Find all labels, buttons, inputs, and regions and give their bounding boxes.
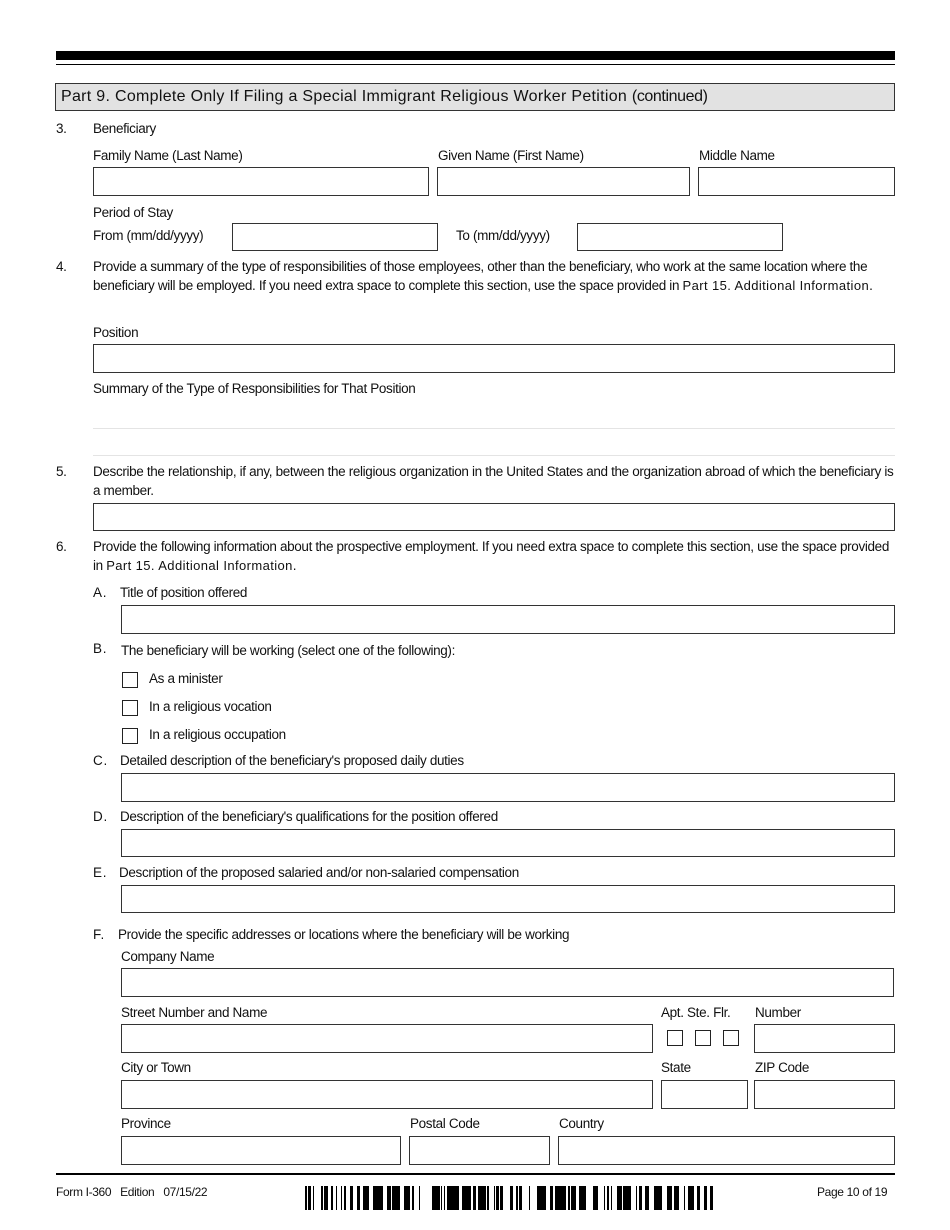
state-select[interactable] <box>661 1080 748 1109</box>
footer-rule <box>56 1173 895 1175</box>
unit-number-input[interactable] <box>754 1024 895 1053</box>
street-label: Street Number and Name <box>121 1005 268 1020</box>
q4-part-reference: Part 15. Additional Information <box>682 278 870 293</box>
apt-label: Apt. <box>661 1005 684 1020</box>
ste-label: Ste. <box>687 1005 710 1020</box>
state-label: State <box>661 1060 691 1075</box>
zip-input[interactable] <box>754 1080 895 1109</box>
given-name-label: Given Name (First Name) <box>438 148 584 163</box>
q3-heading: Beneficiary <box>93 121 156 136</box>
compensation-input[interactable] <box>121 885 895 913</box>
q6f-label: Provide the specific addresses or locations where the beneficiary will be working <box>118 927 570 942</box>
unit-number-label: Number <box>755 1005 801 1020</box>
religious-occupation-checkbox[interactable] <box>122 728 138 744</box>
footer-form-edition: Form I-360 Edition 07/15/22 <box>56 1185 208 1199</box>
summary-label: Summary of the Type of Responsibilities for That Position <box>93 381 416 396</box>
middle-name-label: Middle Name <box>699 148 775 163</box>
part-continued: (continued) <box>631 88 708 105</box>
position-input[interactable] <box>93 344 895 373</box>
zip-label: ZIP Code <box>755 1060 809 1075</box>
relationship-input[interactable] <box>93 503 895 531</box>
middle-name-input[interactable] <box>698 167 895 196</box>
q6f-letter: F. <box>93 927 106 942</box>
from-date-label: From (mm/dd/yyyy) <box>93 228 204 243</box>
country-input[interactable] <box>558 1136 895 1165</box>
family-name-input[interactable] <box>93 167 429 196</box>
q4-number: 4. <box>56 259 67 274</box>
q6c-label: Detailed description of the beneficiary's proposed daily duties <box>120 753 464 768</box>
q6c-letter: C. <box>93 753 109 768</box>
family-name-label: Family Name (Last Name) <box>93 148 243 163</box>
position-title-input[interactable] <box>121 605 895 634</box>
top-thick-rule <box>56 51 895 60</box>
summary-input[interactable] <box>93 428 895 456</box>
flr-label: Flr. <box>713 1005 731 1020</box>
footer-page-number: Page 10 of 19 <box>817 1185 888 1199</box>
from-date-input[interactable] <box>232 223 438 251</box>
religious-vocation-checkbox[interactable] <box>122 700 138 716</box>
q4-text: Provide a summary of the type of responsibilities of those employees, other than the beneficiary, who work at the same location where the beneficiary will be employed. If you need extra space to complete this section, use the space provided in Part 15. Additional Information. <box>93 259 873 293</box>
to-date-label: To (mm/dd/yyyy) <box>456 228 550 243</box>
q6a-letter: A. <box>93 585 108 600</box>
apt-checkbox[interactable] <box>667 1030 683 1046</box>
q6d-letter: D. <box>93 809 109 824</box>
country-label: Country <box>559 1116 604 1131</box>
q6-number: 6. <box>56 539 67 554</box>
city-label: City or Town <box>121 1060 191 1075</box>
daily-duties-input[interactable] <box>121 773 895 802</box>
street-input[interactable] <box>121 1024 653 1053</box>
postal-code-input[interactable] <box>409 1136 550 1165</box>
barcode <box>305 1186 713 1210</box>
province-label: Province <box>121 1116 171 1131</box>
given-name-input[interactable] <box>437 167 690 196</box>
period-of-stay-label: Period of Stay <box>93 205 173 220</box>
position-label: Position <box>93 325 139 340</box>
ste-checkbox[interactable] <box>695 1030 711 1046</box>
flr-checkbox[interactable] <box>723 1030 739 1046</box>
postal-code-label: Postal Code <box>410 1116 480 1131</box>
part-header <box>55 83 895 111</box>
q6e-letter: E. <box>93 865 108 880</box>
q6-text: Provide the following information about the prospective employment. If you need extra space to complete this section, use the space provided in Part 15. Additional Information. <box>93 539 889 573</box>
top-thin-rule <box>56 64 895 65</box>
q6-part-reference: Part 15. Additional Information <box>106 558 293 573</box>
q6d-label: Description of the beneficiary's qualifications for the position offered <box>120 809 498 824</box>
q6b-label: The beneficiary will be working (select one of the following): <box>121 643 455 658</box>
q6a-label: Title of position offered <box>120 585 248 600</box>
religious-vocation-option-label: In a religious vocation <box>149 699 272 714</box>
qualifications-input[interactable] <box>121 829 895 857</box>
city-input[interactable] <box>121 1080 653 1109</box>
to-date-input[interactable] <box>577 223 783 251</box>
q6e-label: Description of the proposed salaried and/or non-salaried compensation <box>119 865 519 880</box>
q3-number: 3. <box>56 121 67 136</box>
company-name-input[interactable] <box>121 968 894 997</box>
q5-text: Describe the relationship, if any, between the religious organization in the United States and the organization abroad of which the beneficiary is a member. <box>93 464 894 498</box>
religious-occupation-option-label: In a religious occupation <box>149 727 286 742</box>
minister-checkbox[interactable] <box>122 672 138 688</box>
apt-ste-flr-label <box>661 1005 730 1021</box>
minister-option-label: As a minister <box>149 671 223 686</box>
q6b-letter: B. <box>93 641 108 656</box>
part-title: Part 9. Complete Only If Filing a Special Immigrant Religious Worker Petition <box>61 88 628 105</box>
province-input[interactable] <box>121 1136 401 1165</box>
q5-number: 5. <box>56 464 67 479</box>
company-name-label: Company Name <box>121 949 215 964</box>
